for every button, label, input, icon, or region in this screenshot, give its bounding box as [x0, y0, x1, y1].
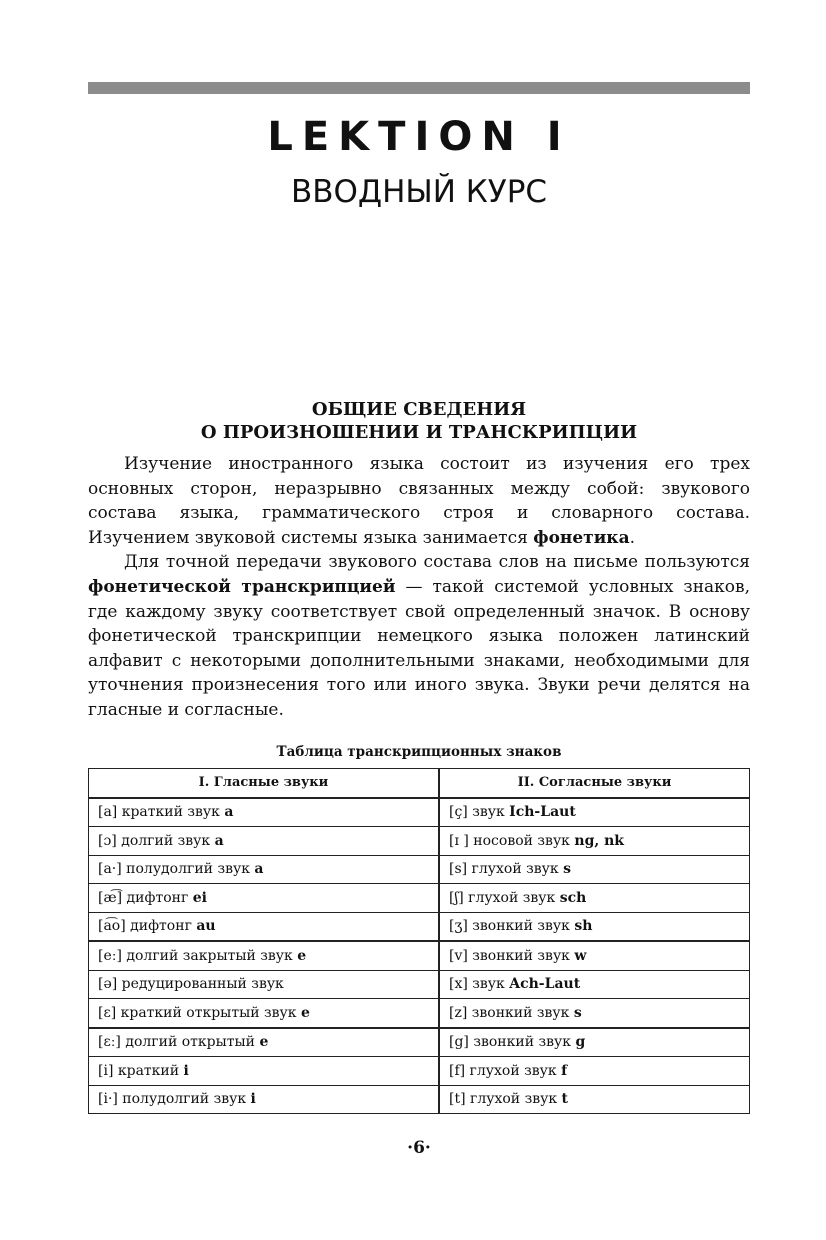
page-number: ·6· — [407, 1138, 431, 1158]
consonant-cell-letter: ng, nk — [574, 832, 624, 849]
consonants-header: II. Согласные звуки — [439, 769, 750, 798]
table-row — [89, 999, 750, 1028]
vowel-cell-text: [ɛː] долгий открытый — [98, 1034, 260, 1051]
vowel-cell — [89, 970, 440, 999]
vowel-cell-letter: i — [183, 1062, 189, 1079]
section-title-line-1: ОБЩИЕ СВЕДЕНИЯ — [311, 399, 527, 420]
lesson-title: LEKTION I — [267, 114, 571, 160]
consonant-cell — [439, 827, 750, 856]
table-row — [89, 1057, 750, 1086]
vowel-cell-letter: e — [300, 1004, 310, 1021]
table-row — [89, 884, 750, 913]
table-row — [89, 970, 750, 999]
vowel-cell-text: [eː] долгий закрытый звук — [98, 947, 298, 964]
body-text — [88, 452, 750, 723]
vowel-cell-text: [a·] полудолгий звук — [98, 861, 255, 878]
consonant-cell-text: [ɪ ] носовой звук — [449, 832, 575, 849]
consonant-cell-text: [x] звук — [449, 976, 510, 993]
consonant-cell — [439, 798, 750, 827]
table-row — [89, 855, 750, 884]
consonant-cell-text: [z] звонкий звук — [449, 1004, 574, 1021]
consonant-cell — [439, 970, 750, 999]
vowel-cell-letter: a — [254, 861, 264, 878]
paragraph-2-text: Для точной передачи звукового состава слов на письме пользуются — [124, 552, 750, 573]
consonant-cell — [439, 884, 750, 913]
consonant-cell-text: [f] глухой звук — [449, 1062, 562, 1079]
consonant-cell-letter: s — [563, 861, 571, 878]
vowel-cell — [89, 855, 440, 884]
consonant-cell-text: [t] глухой звук — [449, 1091, 562, 1108]
vowel-cell-text: [i·] полудолгий звук — [98, 1091, 251, 1108]
vowel-cell-text: [a] краткий звук — [98, 804, 225, 821]
vowel-cell-text: [i] краткий — [98, 1062, 184, 1079]
vowel-cell — [89, 912, 440, 941]
consonant-cell-letter: s — [573, 1004, 582, 1021]
vowel-cell — [89, 999, 440, 1028]
transcription-table — [88, 768, 750, 1114]
section-title-line-2: О ПРОИЗНОШЕНИИ И ТРАНСКРИПЦИИ — [200, 422, 638, 443]
vowel-cell-text: [ɛ] краткий открытый звук — [98, 1004, 301, 1021]
vowel-cell — [89, 941, 440, 970]
vowel-cell — [89, 1057, 440, 1086]
paragraph-2-term: фонетической транскрипцией — [88, 576, 396, 597]
consonant-cell — [439, 941, 750, 970]
vowel-cell-text: [ɔ] долгий звук — [98, 832, 215, 849]
vowel-cell-letter: ei — [192, 889, 207, 906]
paragraph-1 — [88, 452, 750, 550]
consonant-cell-letter: Ach-Laut — [509, 976, 581, 993]
vowel-cell — [89, 827, 440, 856]
consonant-cell — [439, 912, 750, 941]
paragraph-1-term: фонетика — [533, 527, 630, 548]
vowel-cell — [89, 1028, 440, 1057]
vowels-header: I. Гласные звуки — [89, 769, 440, 798]
paragraph-1-end: . — [629, 527, 636, 548]
consonant-cell-text: [s] глухой звук — [449, 861, 564, 878]
consonant-cell — [439, 1028, 750, 1057]
consonant-cell — [439, 855, 750, 884]
vowel-cell-letter: a — [224, 804, 234, 821]
section-title — [88, 398, 750, 444]
consonant-cell-text: [ç] звук — [449, 804, 510, 821]
vowel-cell-letter: i — [250, 1091, 256, 1108]
table-body — [89, 798, 750, 1114]
lesson-subtitle: ВВОДНЫЙ КУРС — [290, 174, 548, 210]
vowel-cell-letter: e — [259, 1034, 269, 1051]
consonant-cell — [439, 1057, 750, 1086]
paragraph-2-end: — такой системой условных знаков, где каждому звуку соответствует свой определенный значок. В основу фонетической транскрипции немецкого языка положен латинский алфавит с некоторыми дополнительными знаками, необходимыми для уточнения произнесения того или иного звука. Звуки речи делятся на гласные и согласные. — [88, 576, 750, 720]
consonant-cell-letter: Ich-Laut — [509, 804, 576, 821]
consonant-cell-text: [ʃ] глухой звук — [449, 889, 560, 906]
vowel-cell-letter: au — [196, 918, 216, 935]
consonant-cell-letter: w — [574, 947, 587, 964]
vowel-cell-text: [æ͡] дифтонг — [98, 889, 193, 906]
vowel-cell-text: [a͡o] дифтонг — [98, 918, 197, 935]
consonant-cell-letter: sch — [559, 889, 587, 906]
consonant-cell — [439, 999, 750, 1028]
vowel-cell — [89, 1085, 440, 1114]
vowel-cell-letter: a — [214, 832, 224, 849]
consonant-cell-text: [g] звонкий звук — [449, 1034, 576, 1051]
consonant-cell — [439, 1085, 750, 1114]
consonant-cell-letter: g — [575, 1034, 586, 1051]
table-row — [89, 798, 750, 827]
table-header-row — [89, 769, 750, 798]
consonant-cell-letter: f — [561, 1062, 568, 1079]
consonant-cell-text: [ʒ] звонкий звук — [449, 918, 575, 935]
table-row — [89, 1085, 750, 1114]
table-row — [89, 912, 750, 941]
top-rule — [88, 82, 750, 94]
vowel-cell — [89, 798, 440, 827]
consonant-cell-letter: sh — [574, 918, 593, 935]
consonant-cell-letter: t — [561, 1091, 568, 1108]
vowel-cell — [89, 884, 440, 913]
paragraph-1-text: Изучение иностранного языка состоит из изучения его трех основных сторон, неразрывно связанных между собой: звукового состава языка, грамматического строя и словарного состава. Изучением звуковой системы языка занимается — [88, 454, 750, 548]
vowel-cell-text: [ə] редуцированный звук — [98, 976, 284, 993]
table-row — [89, 1028, 750, 1057]
table-caption: Таблица транскрипционных знаков — [276, 744, 562, 760]
table-row — [89, 827, 750, 856]
table-row — [89, 941, 750, 970]
vowel-cell-letter: e — [297, 947, 307, 964]
consonant-cell-text: [v] звонкий звук — [449, 947, 575, 964]
paragraph-2 — [88, 550, 750, 722]
